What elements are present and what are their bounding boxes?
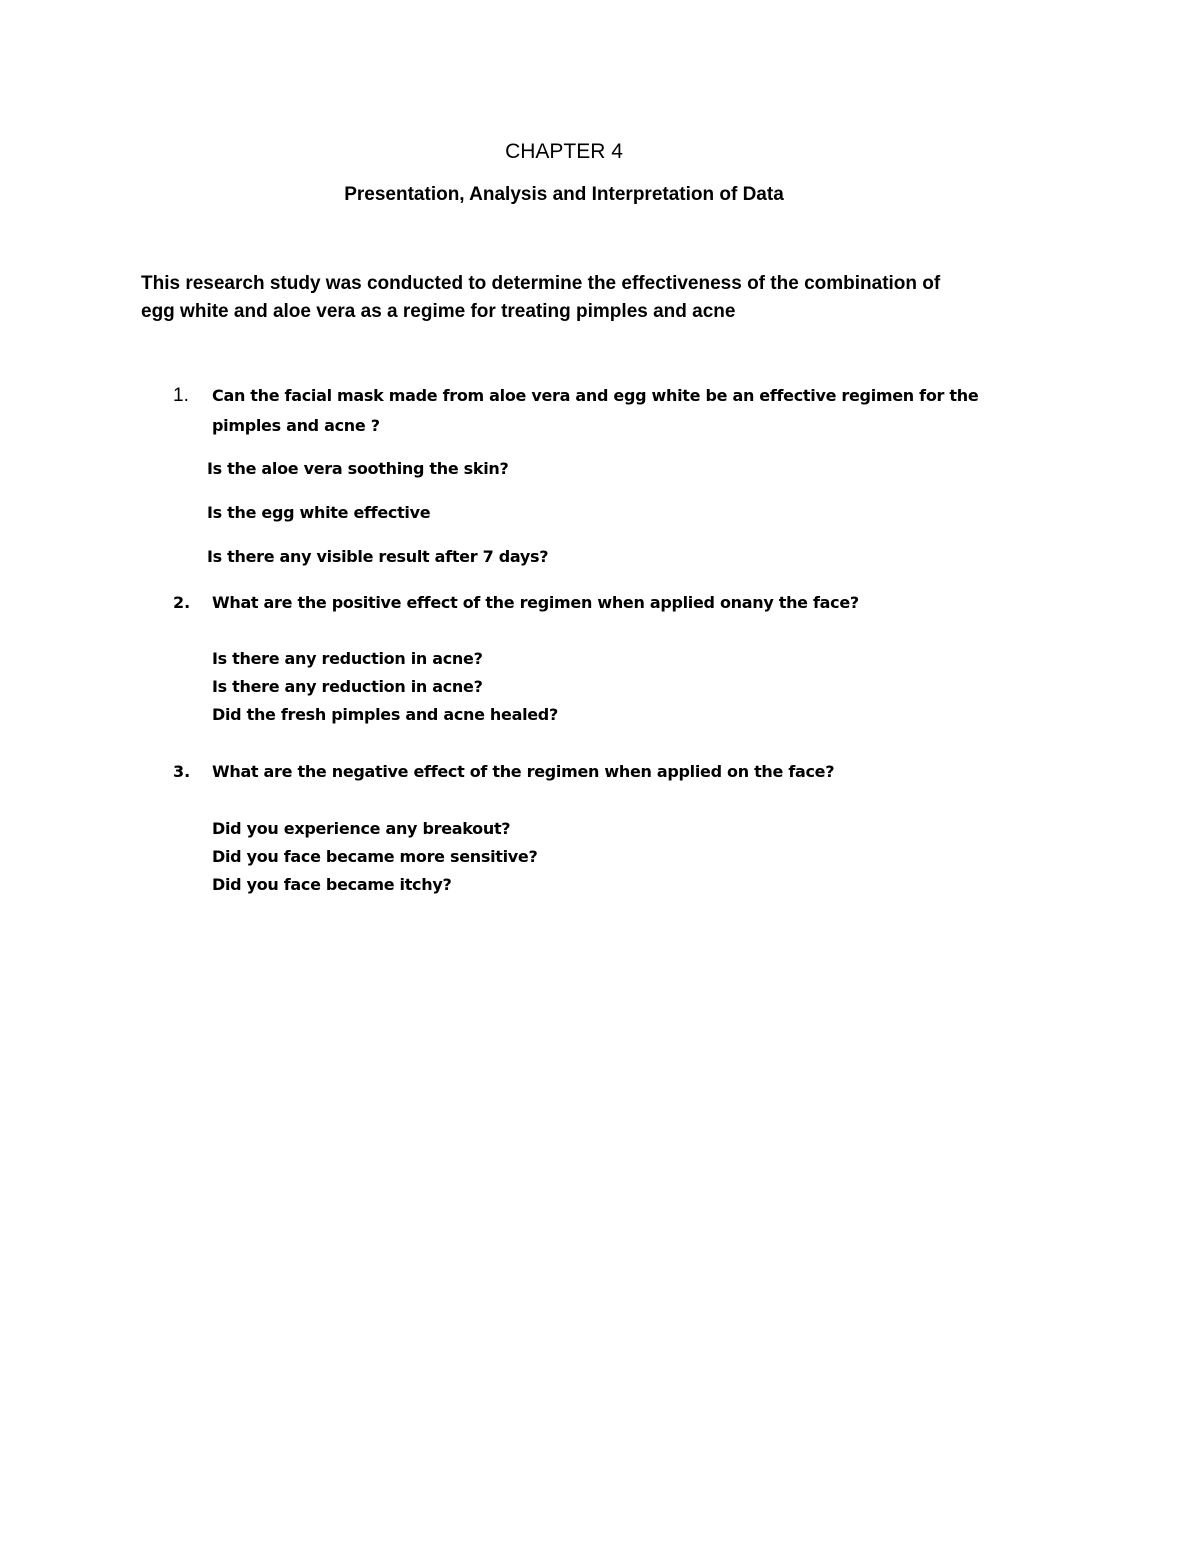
intro-paragraph <box>141 270 1071 326</box>
question-3-sub-2: Did you face became more sensitive? <box>212 847 538 866</box>
question-1-sub-1: Is the aloe vera soothing the skin? <box>207 459 509 478</box>
question-1-number: 1. <box>173 385 189 406</box>
question-2-sub-1: Is there any reduction in acne? <box>212 649 483 668</box>
chapter-heading: CHAPTER 4 <box>505 140 623 163</box>
question-1-line-1: Can the facial mask made from aloe vera and egg white be an effective regimen for the <box>212 386 979 405</box>
question-1-sub-3: Is there any visible result after 7 days? <box>207 547 549 566</box>
question-3-sub-3: Did you face became itchy? <box>212 875 452 894</box>
intro-line-2: egg white and aloe vera as a regime for treating pimples and acne <box>141 301 736 322</box>
question-2-sub-2: Is there any reduction in acne? <box>212 677 483 696</box>
question-3-sub-1: Did you experience any breakout? <box>212 819 511 838</box>
question-2-number: 2. <box>173 593 191 612</box>
question-1-sub-2: Is the egg white effective <box>207 503 431 522</box>
chapter-subtitle: Presentation, Analysis and Interpretation of Data <box>344 184 784 205</box>
question-3-number: 3. <box>173 762 191 781</box>
question-2-sub-3: Did the fresh pimples and acne healed? <box>212 705 558 724</box>
question-3-line-1: What are the negative effect of the regimen when applied on the face? <box>212 762 835 781</box>
question-1-line-2: pimples and acne ? <box>212 416 380 435</box>
intro-line-1: This research study was conducted to determine the effectiveness of the combination of <box>141 273 941 294</box>
question-2-line-1: What are the positive effect of the regimen when applied onany the face? <box>212 593 859 612</box>
